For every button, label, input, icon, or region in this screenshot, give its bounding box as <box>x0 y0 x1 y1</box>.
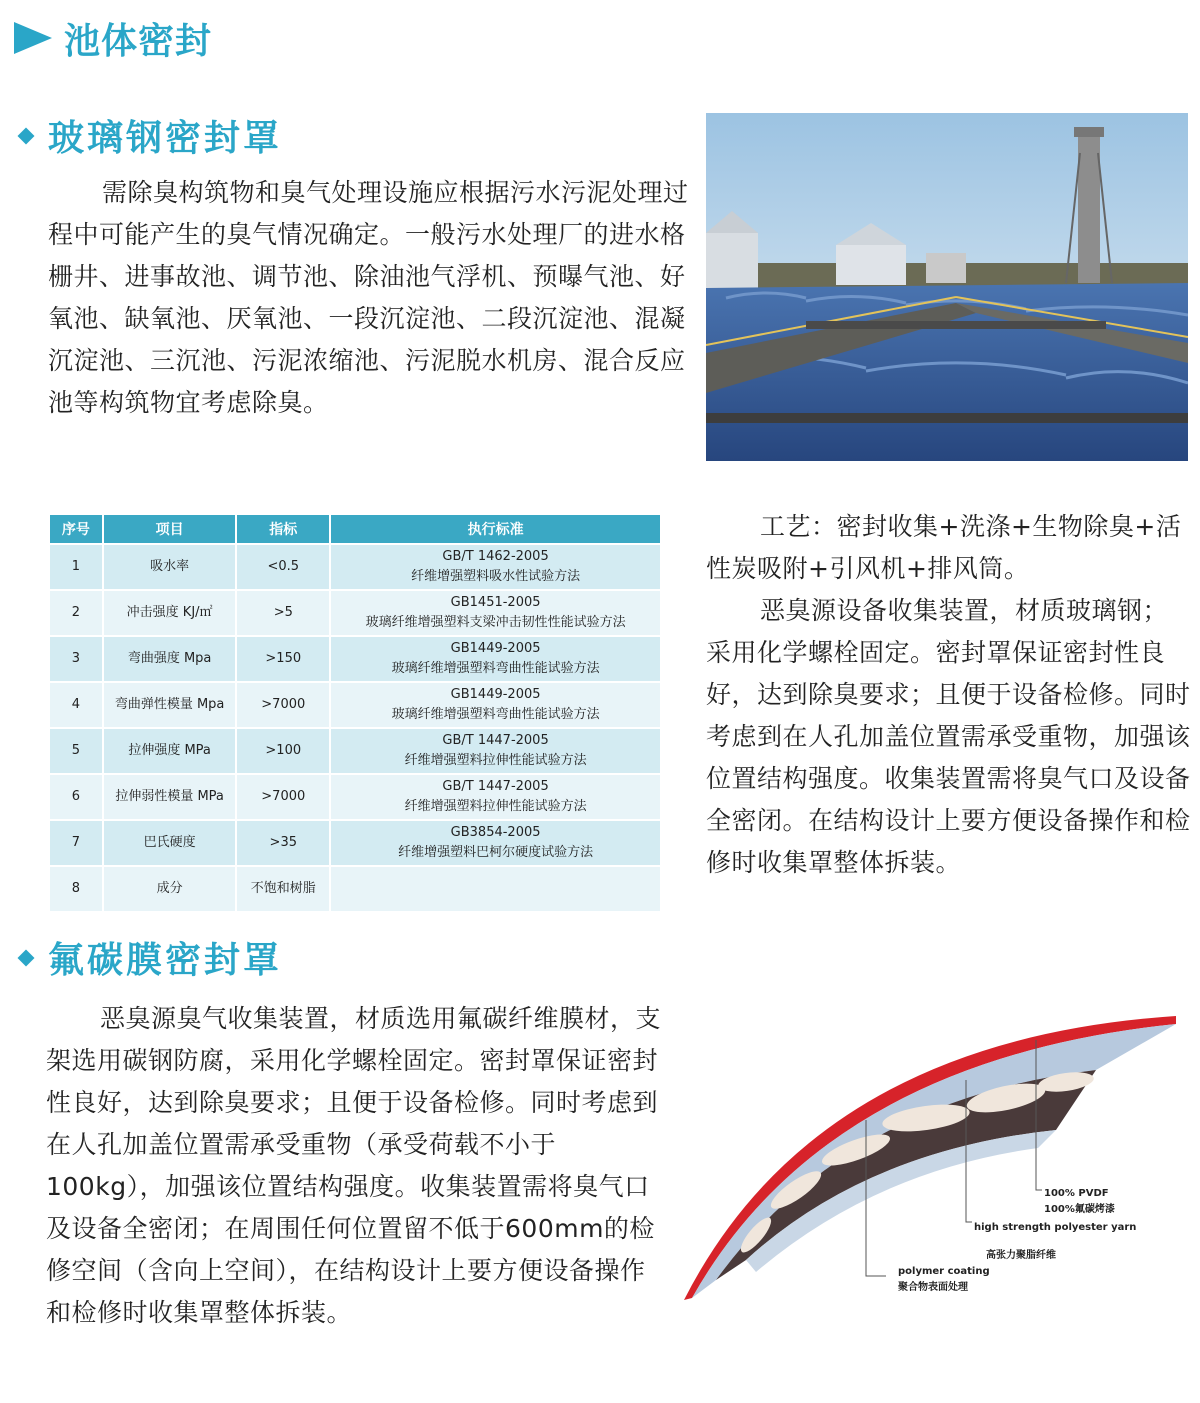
ptfe-paragraph: 恶臭源臭气收集装置，材质选用氟碳纤维膜材，支架选用碳钢防腐，采用化学螺栓固定。密封罩保证密封性良好，达到除臭要求；且便于设备检修。同时考虑到在人孔加盖位置需承受重物（承受荷载不小于100kg），加强该位置结构强度。收集装置需将臭气口及设备全密闭；在周围任何位置留不低于600mm的检修空间（含向上空间），在结构设计上要方便设备操作和检修时收集罩整体拆装。 <box>46 1004 662 1327</box>
row-value: <0.5 <box>237 545 329 589</box>
header-standard: 执行标准 <box>331 515 660 543</box>
table-row <box>50 729 660 773</box>
row-value: 不饱和树脂 <box>237 867 329 911</box>
spec-table <box>48 513 662 913</box>
diamond-bullet-icon <box>18 949 35 966</box>
table-row <box>50 683 660 727</box>
section-title: 池体密封 <box>64 20 213 62</box>
frp-title-block <box>12 110 282 161</box>
label-coating-en: polymer coating <box>898 1266 990 1277</box>
label-pvdf-en: 100% PVDF <box>1044 1188 1109 1199</box>
standard-code: GB1449-2005 <box>450 641 541 656</box>
row-item: 拉伸弱性模量 MPa <box>104 775 236 819</box>
row-value: >150 <box>237 637 329 681</box>
row-item: 弯曲弹性模量 Mpa <box>104 683 236 727</box>
standard-name: 纤维增强塑料吸水性试验方法 <box>411 569 581 584</box>
table-row <box>50 545 660 589</box>
standard-code: GB/T 1462-2005 <box>442 549 549 564</box>
row-item: 冲击强度 KJ/㎡ <box>104 591 236 635</box>
treatment-plant-image <box>706 113 1188 461</box>
frp-paragraph: 需除臭构筑物和臭气处理设施应根据污水污泥处理过程中可能产生的臭气情况确定。一般污水处理厂的进水格栅井、进事故池、调节池、除油池气浮机、预曝气池、好氧池、缺氧池、厌氧池、一段沉淀池、二段沉淀池、混凝沉淀池、三沉池、污泥浓缩池、污泥脱水机房、混合反应池等构筑物宜考虑除臭。 <box>48 178 689 417</box>
row-item: 巴氏硬度 <box>104 821 236 865</box>
row-no: 3 <box>50 637 102 681</box>
row-no: 8 <box>50 867 102 911</box>
row-no: 6 <box>50 775 102 819</box>
row-standard <box>331 867 660 911</box>
table-row <box>50 867 660 911</box>
standard-name: 玻璃纤维增强塑料支梁冲击韧性性能试验方法 <box>365 615 626 630</box>
standard-name: 纤维增强塑料拉伸性能试验方法 <box>404 753 587 768</box>
standard-code: GB/T 1447-2005 <box>442 733 549 748</box>
row-value: >100 <box>237 729 329 773</box>
row-standard <box>331 545 660 589</box>
section-header <box>14 14 212 62</box>
header-no: 序号 <box>50 515 102 543</box>
row-standard <box>331 821 660 865</box>
row-no: 5 <box>50 729 102 773</box>
standard-code: GB1451-2005 <box>450 595 541 610</box>
frp-title: 玻璃钢密封罩 <box>48 118 283 159</box>
row-no: 4 <box>50 683 102 727</box>
label-yarn-zh: 高张力聚脂纤维 <box>986 1250 1056 1261</box>
table-row <box>50 591 660 635</box>
row-value: >5 <box>237 591 329 635</box>
header-item: 项目 <box>104 515 236 543</box>
row-standard <box>331 729 660 773</box>
frp-description: 恶臭源设备收集装置，材质玻璃钢；采用化学螺栓固定。密封罩保证密封性良好，达到除臭要求；且便于设备检修。同时考虑到在人孔加盖位置需承受重物，加强该位置结构强度。收集装置需将臭气口及设备全密闭。在结构设计上要方便设备操作和检修时收集罩整体拆装。 <box>706 596 1191 877</box>
standard-name: 玻璃纤维增强塑料弯曲性能试验方法 <box>391 661 600 676</box>
standard-name: 纤维增强塑料拉伸性能试验方法 <box>404 799 587 814</box>
row-no: 2 <box>50 591 102 635</box>
row-item: 弯曲强度 Mpa <box>104 637 236 681</box>
row-standard <box>331 775 660 819</box>
row-value: >35 <box>237 821 329 865</box>
row-value: >7000 <box>237 775 329 819</box>
membrane-layers-illustration <box>676 1000 1196 1320</box>
play-arrow-icon <box>14 22 52 54</box>
table-row <box>50 821 660 865</box>
standard-name: 纤维增强塑料巴柯尔硬度试验方法 <box>398 845 594 860</box>
table-header-row <box>50 515 660 543</box>
label-coating-zh: 聚合物表面处理 <box>898 1282 968 1293</box>
row-value: >7000 <box>237 683 329 727</box>
row-no: 7 <box>50 821 102 865</box>
label-yarn-en: high strength polyester yarn <box>974 1222 1137 1233</box>
row-item: 成分 <box>104 867 236 911</box>
row-no: 1 <box>50 545 102 589</box>
table-row <box>50 637 660 681</box>
row-standard <box>331 683 660 727</box>
label-pvdf-zh: 100%氟碳烤漆 <box>1044 1204 1115 1215</box>
header-value: 指标 <box>237 515 329 543</box>
treatment-plant-photo <box>706 113 1188 461</box>
row-item: 吸水率 <box>104 545 236 589</box>
membrane-diagram <box>676 1000 1196 1320</box>
row-standard <box>331 637 660 681</box>
table-row <box>50 775 660 819</box>
frp-process: 工艺：密封收集+洗涤+生物除臭+活性炭吸附+引风机+排风筒。 <box>706 512 1182 583</box>
row-item: 拉伸强度 MPa <box>104 729 236 773</box>
row-standard <box>331 591 660 635</box>
ptfe-title: 氟碳膜密封罩 <box>48 940 283 981</box>
diamond-bullet-icon <box>18 127 35 144</box>
ptfe-title-block <box>12 932 282 983</box>
standard-code: GB/T 1447-2005 <box>442 779 549 794</box>
standard-name: 玻璃纤维增强塑料弯曲性能试验方法 <box>391 707 600 722</box>
standard-code: GB1449-2005 <box>450 687 541 702</box>
standard-code: GB3854-2005 <box>450 825 541 840</box>
